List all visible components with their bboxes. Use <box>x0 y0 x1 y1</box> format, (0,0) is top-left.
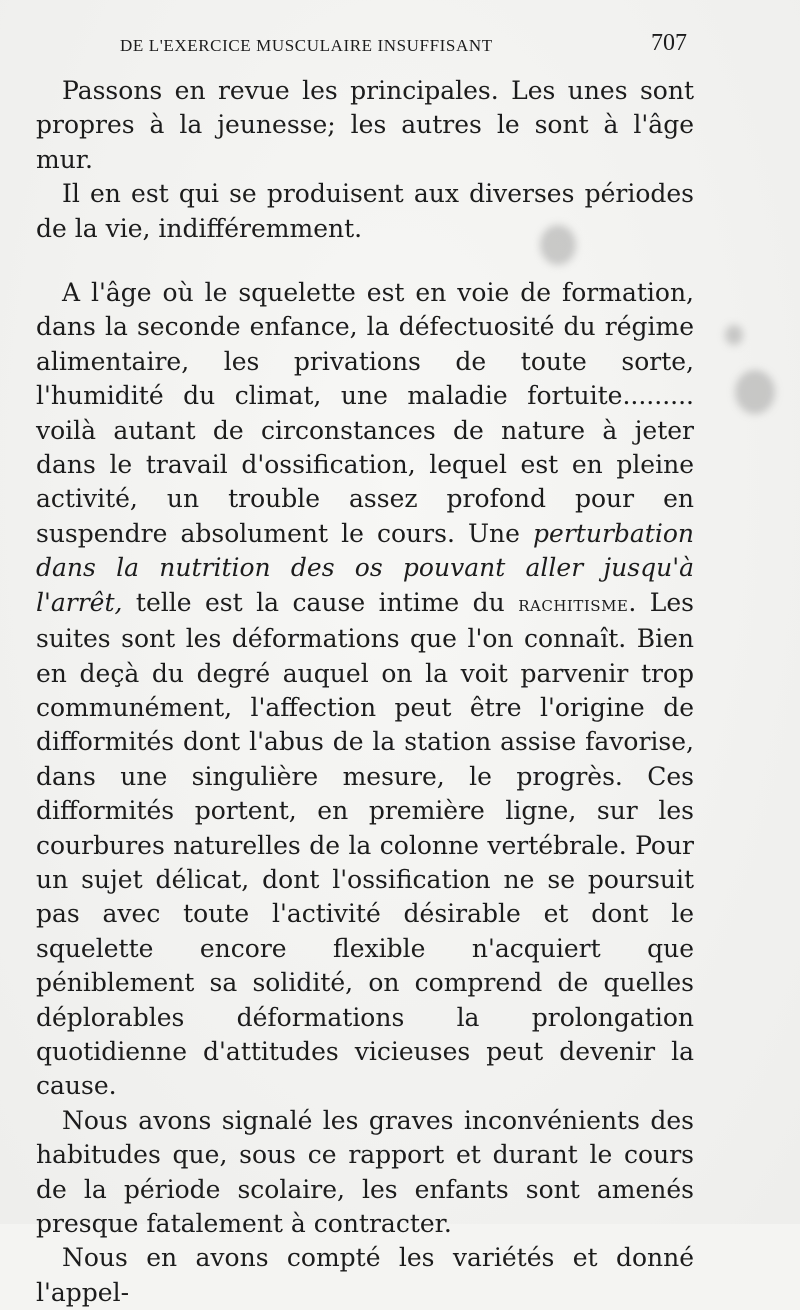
italic-phrase: perturbation dans la nutrition des os pouvant aller jusqu'à l'arrêt, <box>36 518 694 617</box>
paper-stain <box>725 325 743 345</box>
paragraph: Passons en revue les principales. Les unes sont propres à la jeunesse; les autres le sont à l'âge mur. <box>36 76 694 174</box>
paragraph-text: . Les suites sont les déformations que l'on connaît. Bien en deçà du degré auquel on la voit parvenir trop communément, l'affection peut être l'origine de difformités dont l'abus de la station assise favorise, dans une singulière mesure, le progrès. Ces difformités portent, en première ligne, sur les courbures naturelles de la colonne vertébrale. Pour un sujet délicat, dont l'ossification ne se poursuit pas avec toute l'activité désirable et dont le squelette encore flexible n'acquiert que péniblement sa solidité, on comprend de quelles déplorables déformations la prolongation quotidienne d'attitudes vicieuses peut devenir la cause. <box>36 587 695 1101</box>
paragraph: Nous en avons compté les variétés et donné l'appel- <box>36 1243 694 1307</box>
paragraph: Nous avons signalé les graves inconvénients des habitudes que, sous ce rapport et durant le cours de la période scolaire, les enfants sont amenés presque fatalement à contracter. <box>36 1105 694 1238</box>
page-body <box>36 74 694 1310</box>
running-head: DE L'EXERCICE MUSCULAIRE INSUFFISANT <box>120 36 493 55</box>
paragraph: Il en est qui se produisent aux diverses périodes de la vie, indifféremment. <box>36 179 694 243</box>
page-header <box>40 30 695 66</box>
smallcaps-term: rachitisme <box>518 591 629 617</box>
paragraph-text: A l'âge où le squelette est en voie de formation, dans la seconde enfance, la défectuosité du régime alimentaire, les privations de toute sorte, l'humidité du climat, une maladie fortuite......... voilà autant de circonstances de nature à jeter dans le travail d'ossification, lequel est en pleine activité, un trouble assez profond pour en suspendre absolument le cours. Une <box>36 278 694 548</box>
paragraph-text: telle est la cause intime du <box>122 587 519 617</box>
page-number: 707 <box>651 30 687 56</box>
paragraph-rachitisme <box>36 276 694 1104</box>
paper-stain <box>735 370 775 414</box>
